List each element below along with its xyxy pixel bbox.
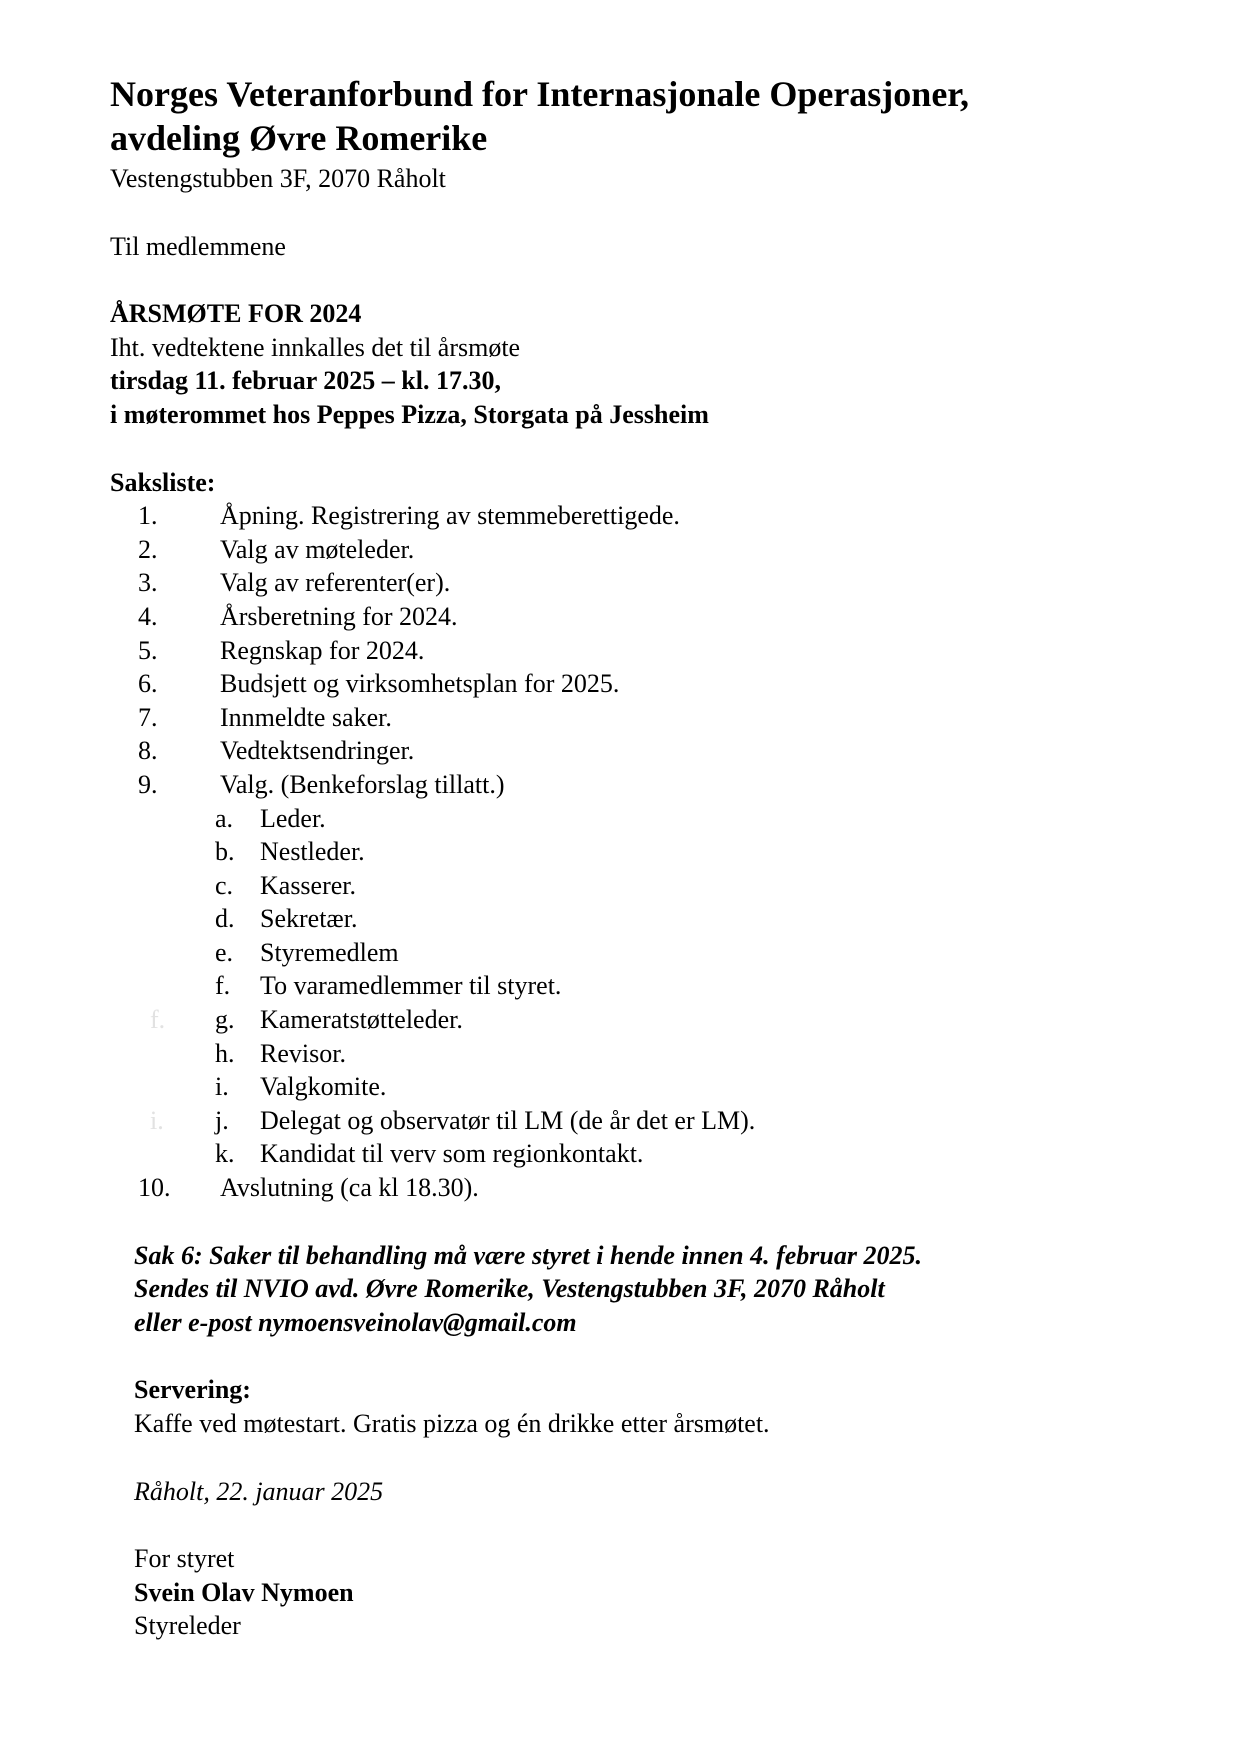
dateline: Råholt, 22. januar 2025 (134, 1476, 384, 1506)
agenda-heading: Saksliste: (110, 467, 216, 497)
document-title (110, 72, 1180, 160)
agenda-subitem (110, 1137, 1180, 1171)
catering-heading: Servering: (134, 1375, 251, 1405)
agenda-item-text: Valg. (Benkeforslag tillatt.) (220, 769, 505, 799)
catering-section (134, 1373, 1180, 1440)
meeting-heading: ÅRSMØTE FOR 2024 (110, 299, 362, 329)
agenda-subitem-marker: d. (215, 904, 235, 934)
agenda-list (110, 499, 1180, 1204)
agenda-item-marker: 6. (138, 669, 158, 699)
agenda-subitem-text: Delegat og observatør til LM (de år det er LM). (260, 1105, 756, 1135)
ghost-list-marker: i. (150, 1105, 164, 1135)
agenda-item-text: Innmeldte saker. (220, 702, 392, 732)
agenda-subitem-text: Nestleder. (260, 837, 365, 867)
agenda-item-text: Åpning. Registrering av stemmeberettigede. (220, 501, 680, 531)
agenda-subitem-marker: j. (215, 1105, 229, 1135)
agenda-subitem (110, 1070, 1180, 1104)
agenda-subitem-text: Kameratstøtteleder. (260, 1005, 463, 1035)
agenda-item (110, 566, 1180, 600)
agenda-subitem (110, 902, 1180, 936)
agenda-subitem-marker: a. (215, 803, 234, 833)
agenda-item (110, 701, 1180, 735)
document-title-line1: Norges Veteranforbund for Internasjonale Operasjoner, (110, 74, 969, 114)
agenda-item-marker: 5. (138, 635, 158, 665)
agenda-item-text: Årsberetning for 2024. (220, 601, 458, 631)
agenda-subitem-text: Sekretær. (260, 904, 358, 934)
agenda-item-marker: 3. (138, 568, 158, 598)
meeting-notice (110, 297, 1180, 431)
agenda-subitem-text: Kandidat til verv som regionkontakt. (260, 1139, 644, 1169)
agenda-subitem-text: Leder. (260, 803, 326, 833)
agenda-subitem-marker: c. (215, 870, 234, 900)
agenda-section (110, 466, 1180, 1205)
agenda-item (110, 1171, 1180, 1205)
agenda-subitem (110, 969, 1180, 1003)
agenda-subitem-text: Revisor. (260, 1038, 346, 1068)
agenda-subitem-marker: i. (215, 1072, 229, 1102)
agenda-item-marker: 1. (138, 501, 158, 531)
signature-for-line: For styret (134, 1544, 235, 1574)
agenda-subitem (110, 802, 1180, 836)
agenda-item-marker: 2. (138, 534, 158, 564)
agenda-subitem-marker: e. (215, 937, 234, 967)
agenda-subitem-text: To varamedlemmer til styret. (260, 971, 562, 1001)
meeting-datetime: tirsdag 11. februar 2025 – kl. 17.30, (110, 366, 501, 396)
agenda-subitem-marker: b. (215, 837, 235, 867)
agenda-item-text: Regnskap for 2024. (220, 635, 425, 665)
agenda-item-text: Avslutning (ca kl 18.30). (220, 1173, 479, 1203)
agenda-item (110, 600, 1180, 634)
agenda-subitem (110, 1104, 1180, 1138)
signature-name: Svein Olav Nymoen (134, 1577, 354, 1607)
agenda-subitem-text: Valgkomite. (260, 1072, 387, 1102)
agenda-item (110, 667, 1180, 701)
catering-text: Kaffe ved møtestart. Gratis pizza og én drikke etter årsmøtet. (134, 1409, 770, 1438)
agenda-subitem (110, 1003, 1180, 1037)
agenda-item (110, 768, 1180, 802)
deadline-note-line3: eller e-post nymoensveinolav@gmail.com (134, 1307, 577, 1337)
agenda-item-marker: 4. (138, 601, 158, 631)
deadline-note-line1: Sak 6: Saker til behandling må være styret i hende innen 4. februar 2025. (134, 1240, 922, 1270)
meeting-location: i møterommet hos Peppes Pizza, Storgata på Jessheim (110, 399, 709, 429)
agenda-item-text: Valg av møteleder. (220, 534, 415, 564)
agenda-item-text: Budsjett og virksomhetsplan for 2025. (220, 669, 620, 699)
agenda-item (110, 533, 1180, 567)
organization-address: Vestengstubben 3F, 2070 Råholt (110, 164, 446, 193)
agenda-subitem-marker: g. (215, 1005, 235, 1035)
deadline-note (134, 1239, 1180, 1340)
agenda-item-text: Valg av referenter(er). (220, 568, 451, 598)
agenda-subitem (110, 869, 1180, 903)
agenda-subitem (110, 835, 1180, 869)
agenda-item (110, 499, 1180, 533)
salutation: Til medlemmene (110, 231, 286, 261)
agenda-subitem-text: Styremedlem (260, 937, 399, 967)
agenda-subitem-text: Kasserer. (260, 870, 357, 900)
agenda-item-marker: 7. (138, 702, 158, 732)
agenda-subitem-marker: k. (215, 1139, 235, 1169)
agenda-item-text: Vedtektsendringer. (220, 736, 415, 766)
agenda-subitem (110, 936, 1180, 970)
agenda-item-marker: 10. (138, 1173, 171, 1203)
agenda-item (110, 634, 1180, 668)
agenda-subitem (110, 1037, 1180, 1071)
document-title-line2: avdeling Øvre Romerike (110, 118, 488, 158)
deadline-note-line2: Sendes til NVIO avd. Øvre Romerike, Vestengstubben 3F, 2070 Råholt (134, 1274, 885, 1304)
agenda-subitem-marker: h. (215, 1038, 235, 1068)
agenda-item-marker: 8. (138, 736, 158, 766)
signature-role: Styreleder (134, 1611, 241, 1641)
ghost-list-marker: f. (150, 1005, 166, 1035)
signature-block (134, 1542, 1180, 1643)
agenda-subitem-marker: f. (215, 971, 231, 1001)
meeting-intro: Iht. vedtektene innkalles det til årsmøte (110, 332, 521, 362)
agenda-item-marker: 9. (138, 769, 158, 799)
agenda-item (110, 734, 1180, 768)
